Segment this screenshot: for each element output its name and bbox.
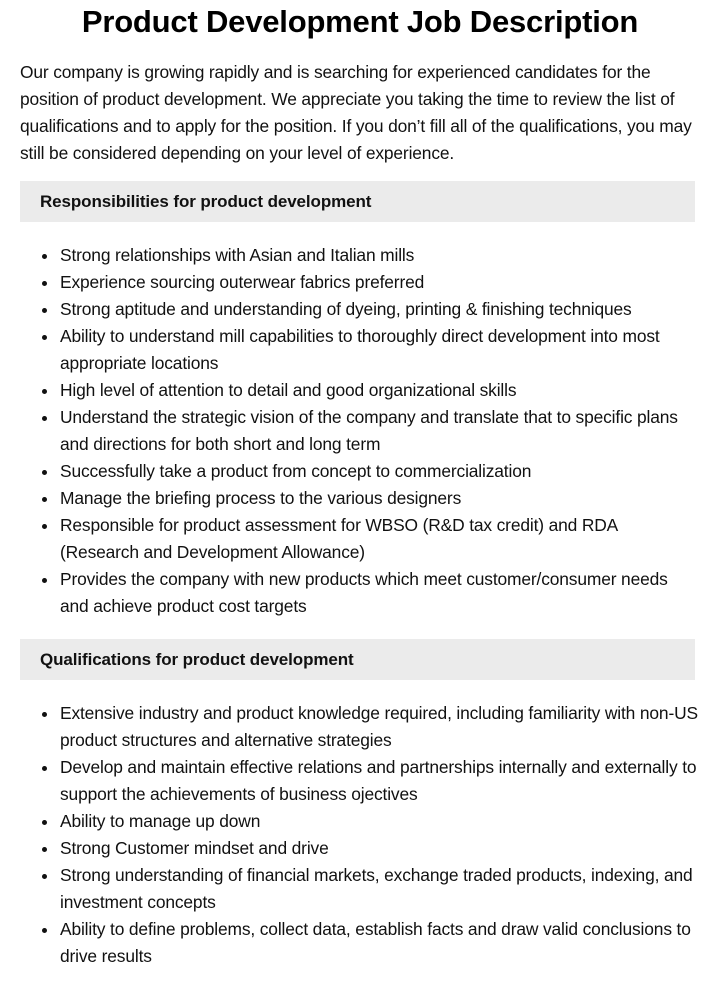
bullet-icon bbox=[42, 389, 47, 394]
bullet-icon bbox=[42, 928, 47, 933]
bullet-icon bbox=[42, 281, 47, 286]
list-item: Manage the briefing process to the various designers bbox=[20, 485, 700, 512]
list-item: High level of attention to detail and good organizational skills bbox=[20, 377, 700, 404]
list-item: Experience sourcing outerwear fabrics preferred bbox=[20, 269, 700, 296]
bullet-icon bbox=[42, 416, 47, 421]
bullet-icon bbox=[42, 308, 47, 313]
bullet-icon bbox=[42, 766, 47, 771]
bullet-icon bbox=[42, 524, 47, 529]
bullet-icon bbox=[42, 847, 47, 852]
bullet-icon bbox=[42, 578, 47, 583]
bullet-icon bbox=[42, 497, 47, 502]
list-item: Responsible for product assessment for WBSO (R&D tax credit) and RDA (Research and Development Allowance) bbox=[20, 512, 700, 566]
list-item: Strong relationships with Asian and Italian mills bbox=[20, 242, 700, 269]
bullet-icon bbox=[42, 335, 47, 340]
bullet-icon bbox=[42, 820, 47, 825]
intro-paragraph: Our company is growing rapidly and is searching for experienced candidates for the position of product development. We appreciate you taking the time to review the list of qualifications and to apply for the position. If you don’t fill all of the qualifications, you may still be considered depending on your level of experience. bbox=[20, 62, 692, 163]
list-item: Understand the strategic vision of the company and translate that to specific plans and directions for both short and long term bbox=[20, 404, 700, 458]
bullet-icon bbox=[42, 874, 47, 879]
list-item: Strong aptitude and understanding of dyeing, printing & finishing techniques bbox=[20, 296, 700, 323]
bullet-icon bbox=[42, 712, 47, 717]
list-item: Ability to understand mill capabilities to thoroughly direct development into most appropriate locations bbox=[20, 323, 700, 377]
list-item: Provides the company with new products which meet customer/consumer needs and achieve product cost targets bbox=[20, 566, 700, 620]
bullet-icon bbox=[42, 470, 47, 475]
responsibilities-heading: Responsibilities for product development bbox=[20, 181, 695, 222]
list-item: Ability to define problems, collect data, establish facts and draw valid conclusions to drive results bbox=[20, 916, 700, 970]
page-title: Product Development Job Description bbox=[81, 4, 639, 39]
list-item: Strong understanding of financial markets, exchange traded products, indexing, and investment concepts bbox=[20, 862, 700, 916]
qualifications-list bbox=[20, 700, 700, 970]
qualifications-heading: Qualifications for product development bbox=[20, 639, 695, 680]
list-item: Strong Customer mindset and drive bbox=[20, 835, 700, 862]
bullet-icon bbox=[42, 254, 47, 259]
list-item: Successfully take a product from concept to commercialization bbox=[20, 458, 700, 485]
responsibilities-list bbox=[20, 242, 700, 620]
list-item: Develop and maintain effective relations and partnerships internally and externally to support the achievements of business ojectives bbox=[20, 754, 700, 808]
list-item: Extensive industry and product knowledge required, including familiarity with non-US product structures and alternative strategies bbox=[20, 700, 700, 754]
list-item: Ability to manage up down bbox=[20, 808, 700, 835]
